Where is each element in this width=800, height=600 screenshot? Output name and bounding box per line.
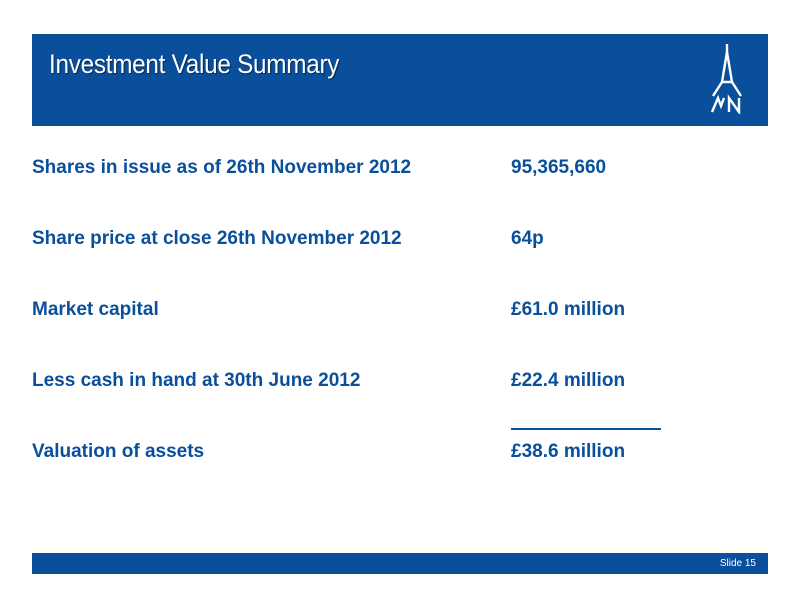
summary-row bbox=[32, 368, 768, 394]
row-label: Shares in issue as of 26th November 2012 bbox=[32, 157, 412, 178]
row-label: Less cash in hand at 30th June 2012 bbox=[32, 370, 361, 391]
slide-title: Investment Value Summary bbox=[49, 49, 340, 79]
row-label: Market capital bbox=[32, 299, 159, 320]
summary-row bbox=[32, 297, 768, 323]
row-value: 64p bbox=[511, 228, 544, 249]
summary-row-total bbox=[32, 439, 768, 465]
summary-row bbox=[32, 226, 768, 252]
subtotal-divider bbox=[511, 428, 661, 430]
row-value: £61.0 million bbox=[511, 299, 626, 320]
row-label: Share price at close 26th November 2012 bbox=[32, 228, 402, 249]
row-value: 95,365,660 bbox=[511, 157, 607, 178]
summary-row bbox=[32, 155, 768, 181]
row-value: £38.6 million bbox=[511, 441, 626, 462]
footer-band bbox=[32, 553, 768, 574]
slide-number: Slide 15 bbox=[719, 558, 756, 569]
row-label: Valuation of assets bbox=[32, 441, 205, 462]
summary-table bbox=[32, 0, 768, 600]
row-value: £22.4 million bbox=[511, 370, 626, 391]
